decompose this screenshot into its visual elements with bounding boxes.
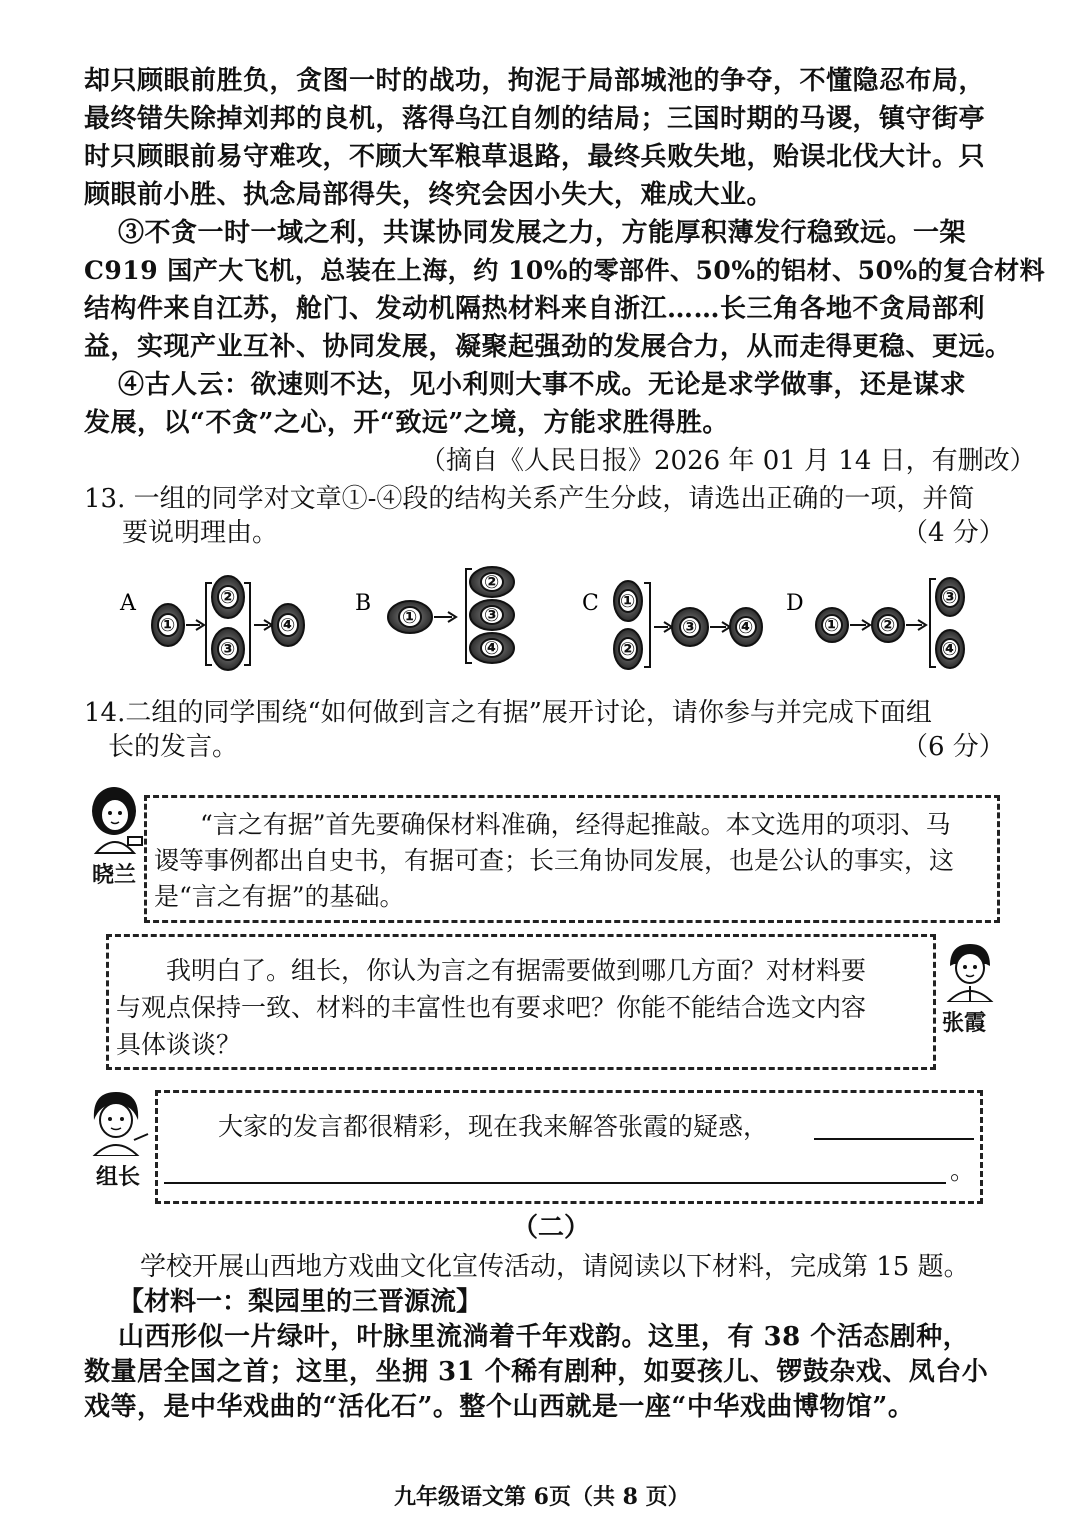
q13-option-c[interactable] bbox=[582, 581, 762, 669]
q13-option-d-label: D bbox=[786, 591, 804, 616]
option-b-arrow bbox=[434, 612, 456, 622]
option-c-arrow-1 bbox=[654, 622, 672, 632]
option-c-node-4-label: ④ bbox=[738, 617, 754, 638]
passage-line-4: 顾眼前小胜、执念局部得失，终究会因小失大，难成大业。 bbox=[84, 180, 774, 210]
option-c-bracket bbox=[644, 583, 650, 667]
option-a-arrow-1 bbox=[186, 620, 204, 630]
option-a-node-4-label: ④ bbox=[280, 615, 296, 636]
option-d-arrow-2 bbox=[906, 620, 926, 630]
option-b-node-2-label: ② bbox=[484, 572, 500, 593]
option-a-arrow-2 bbox=[254, 620, 272, 630]
passage-line-6: C919 国产大飞机，总装在上海，约 10%的零部件、50%的铝材、50%的复合材料 bbox=[84, 256, 1046, 285]
q13-score: （4 分） bbox=[902, 518, 1005, 548]
option-d-node-1-label: ① bbox=[824, 615, 840, 636]
xiaolan-name: 晓兰 bbox=[92, 862, 137, 888]
passage-source: （摘自《人民日报》2026 年 01 月 14 日，有删改） bbox=[420, 446, 1036, 476]
option-a-node-1-label: ① bbox=[160, 615, 176, 636]
q13-option-c-label: C bbox=[582, 591, 599, 616]
passage-line-10: 发展，以“不贪”之心，开“致远”之境，方能求胜得胜。 bbox=[84, 408, 729, 438]
q13-line-2: 要说明理由。 bbox=[122, 518, 279, 548]
passage-line-2: 最终错失除掉刘邦的良机，落得乌江自刎的结局；三国时期的马谡，镇守街亭 bbox=[84, 104, 986, 134]
q14-score: （6 分） bbox=[902, 732, 1005, 762]
option-c-node-3-label: ③ bbox=[682, 617, 698, 638]
option-a-node-2-label: ② bbox=[220, 587, 236, 608]
zhangxia-name: 张霞 bbox=[942, 1010, 987, 1036]
leader-line-end: 。 bbox=[950, 1156, 976, 1185]
q13-option-d[interactable] bbox=[786, 578, 964, 668]
zhangxia-line-2: 与观点保持一致、材料的丰富性也有要求吧？你能不能结合选文内容 bbox=[116, 993, 867, 1022]
leader-answer-blank-1[interactable] bbox=[814, 1108, 974, 1140]
page-footer: 九年级语文第 6页（共 8 页） bbox=[394, 1484, 690, 1510]
q14-line-2: 长的发言。 bbox=[108, 732, 239, 762]
option-d-node-2-label: ② bbox=[880, 615, 896, 636]
q13-option-b-label: B bbox=[355, 591, 372, 616]
passage-line-8: 益，实现产业互补、协同发展，凝聚起强劲的发展合力，从而走得更稳、更远。 bbox=[84, 332, 1012, 362]
option-d-bracket bbox=[930, 579, 936, 667]
option-d-node-4-label: ④ bbox=[942, 639, 958, 660]
option-a-node-3-label: ③ bbox=[220, 639, 236, 660]
section2-line-1: 山西形似一片绿叶，叶脉里流淌着千年戏韵。这里，有 38 个活态剧种， bbox=[118, 1322, 970, 1352]
section2-intro: 学校开展山西地方戏曲文化宣传活动，请阅读以下材料，完成第 15 题。 bbox=[140, 1252, 970, 1282]
q13-option-a[interactable] bbox=[119, 576, 304, 670]
passage-line-7: 结构件来自江苏，舱门、发动机隔热材料来自浙江……长三角各地不贪局部利 bbox=[84, 294, 986, 324]
section2-line-3: 戏等，是中华戏曲的“活化石”。整个山西就是一座“中华戏曲博物馆”。 bbox=[84, 1392, 915, 1422]
option-b-node-3-label: ③ bbox=[484, 605, 500, 626]
q13-option-b[interactable] bbox=[355, 567, 514, 663]
passage-line-1: 却只顾眼前胜负，贪图一时的战功，拘泥于局部城池的争夺，不懂隐忍布局， bbox=[84, 66, 986, 96]
q14-line-1: 14.二组的同学围绕“如何做到言之有据”展开讨论，请你参与并完成下面组 bbox=[84, 698, 932, 728]
zhangxia-line-1: 我明白了。组长，你认为言之有据需要做到哪几方面？对材料要 bbox=[166, 956, 867, 985]
option-c-arrow-2 bbox=[710, 622, 730, 632]
passage-line-5: ③不贪一时一域之利，共谋协同发展之力，方能厚积薄发行稳致远。一架 bbox=[118, 218, 967, 248]
section2-line-2: 数量居全国之首；这里，坐拥 31 个稀有剧种，如耍孩儿、锣鼓杂戏、凤台小 bbox=[84, 1357, 989, 1387]
passage-line-3: 时只顾眼前易守难攻，不顾大军粮草退路，最终兵败失地，贻误北伐大计。只 bbox=[84, 142, 986, 172]
leader-line-1: 大家的发言都很精彩，现在我来解答张霞的疑惑， bbox=[218, 1112, 769, 1141]
xiaolan-line-1: “言之有据”首先要确保材料准确，经得起推敲。本文选用的项羽、马 bbox=[200, 810, 951, 839]
passage-line-9: ④古人云：欲速则不达，见小利则大事不成。无论是求学做事，还是谋求 bbox=[118, 370, 967, 400]
option-b-node-1-label: ① bbox=[402, 607, 418, 628]
zhangxia-line-3: 具体谈谈？ bbox=[116, 1030, 242, 1059]
option-c-node-2-label: ② bbox=[620, 639, 636, 660]
option-d-node-3-label: ③ bbox=[942, 587, 958, 608]
xiaolan-line-2: 谡等事例都出自史书，有据可查；长三角协同发展，也是公认的事实，这 bbox=[154, 846, 955, 875]
section2-material-title: 【材料一：梨园里的三晋源流】 bbox=[118, 1287, 483, 1317]
option-b-node-4-label: ④ bbox=[484, 638, 500, 659]
q13-option-a-label: A bbox=[120, 591, 136, 616]
xiaolan-avatar bbox=[88, 785, 148, 855]
option-d-arrow-1 bbox=[850, 620, 870, 630]
q13-line-1: 13. 一组的同学对文章①-④段的结构关系产生分歧，请选出正确的一项，并简 bbox=[84, 484, 975, 514]
leader-avatar bbox=[88, 1090, 150, 1156]
leader-answer-blank-2[interactable] bbox=[164, 1152, 946, 1184]
option-c-node-1-label: ① bbox=[620, 591, 636, 612]
section2-heading: （二） bbox=[512, 1213, 591, 1243]
leader-name: 组长 bbox=[96, 1164, 141, 1190]
zhangxia-avatar bbox=[942, 940, 998, 1002]
xiaolan-line-3: 是“言之有据”的基础。 bbox=[154, 882, 405, 911]
q13-options-diagram bbox=[100, 565, 1020, 675]
